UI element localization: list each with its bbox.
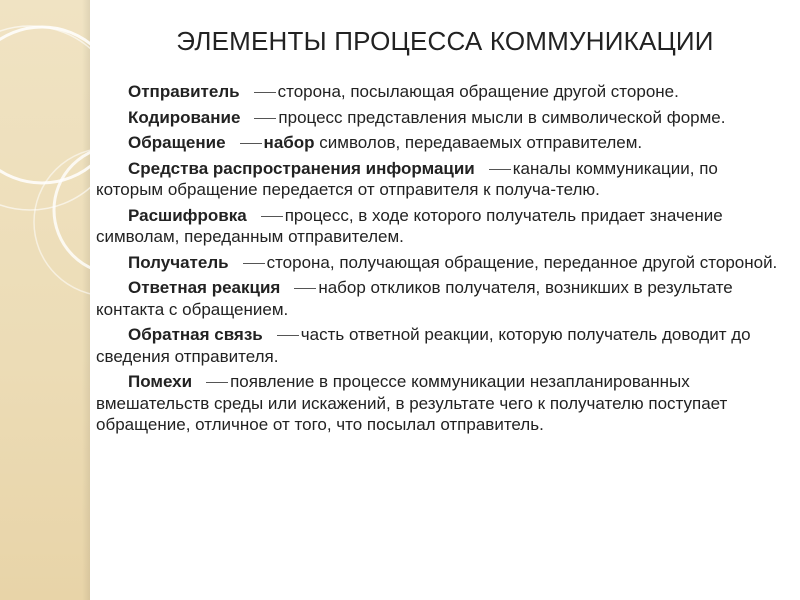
- definition-noise: появление в процессе коммуникации незапланированных вмешательств среды или искажений, в результате чего к получателю поступает обращение, отличное от того, что посылал отправитель.: [96, 372, 728, 434]
- dash-divider: [489, 169, 511, 170]
- term-decoding: Расшифровка: [128, 205, 247, 225]
- definition-message: символов, передаваемых отправителем.: [314, 133, 643, 152]
- dash-divider: [206, 382, 228, 383]
- dash-divider: [243, 263, 265, 264]
- definition-response: набор откликов получателя, возникших в результате контакта с обращением.: [96, 278, 733, 319]
- dash-divider: [254, 92, 276, 93]
- term-sender: Отправитель: [128, 82, 240, 101]
- definition-decoding: процесс, в ходе которого получатель придает значение символам, переданным отправителем.: [96, 205, 723, 246]
- list-item: [96, 324, 786, 367]
- dash-divider: [254, 118, 276, 119]
- dash-divider: [294, 288, 316, 289]
- definition-receiver: сторона, получающая обращение, переданное другой стороной.: [266, 252, 778, 272]
- term-receiver: Получатель: [128, 252, 229, 272]
- dash-divider: [240, 143, 262, 144]
- list-item: [96, 132, 786, 154]
- list-item: [96, 277, 786, 320]
- list-item: [96, 81, 786, 103]
- term-message: Обращение: [128, 133, 226, 152]
- slide-title: ЭЛЕМЕНТЫ ПРОЦЕССА КОММУНИКАЦИИ: [176, 26, 714, 56]
- definition-feedback: часть ответной реакции, которую получатель доводит до сведения отправителя.: [96, 325, 751, 366]
- term-feedback: Обратная связь: [128, 325, 263, 344]
- definitions-list: [96, 81, 786, 440]
- list-item: [96, 158, 786, 201]
- definition-encoding: процесс представления мысли в символической форме.: [278, 107, 726, 127]
- decorative-side-panel: [0, 0, 90, 600]
- list-item: [96, 107, 786, 129]
- term-noise: Помехи: [128, 372, 193, 391]
- dash-divider: [261, 216, 283, 217]
- definition-message-bold: набор: [263, 133, 315, 152]
- term-encoding: Кодирование: [128, 107, 241, 127]
- list-item: [96, 371, 786, 436]
- term-response: Ответная реакция: [128, 278, 281, 297]
- term-channels: Средства распространения информации: [128, 158, 475, 178]
- definition-channels: каналы коммуникации, по которым обращение передается от отправителя к получа-телю.: [96, 158, 718, 199]
- list-item: [96, 252, 786, 274]
- definition-sender: сторона, посылающая обращение другой стороне.: [277, 82, 679, 101]
- dash-divider: [277, 335, 299, 336]
- list-item: [96, 205, 786, 248]
